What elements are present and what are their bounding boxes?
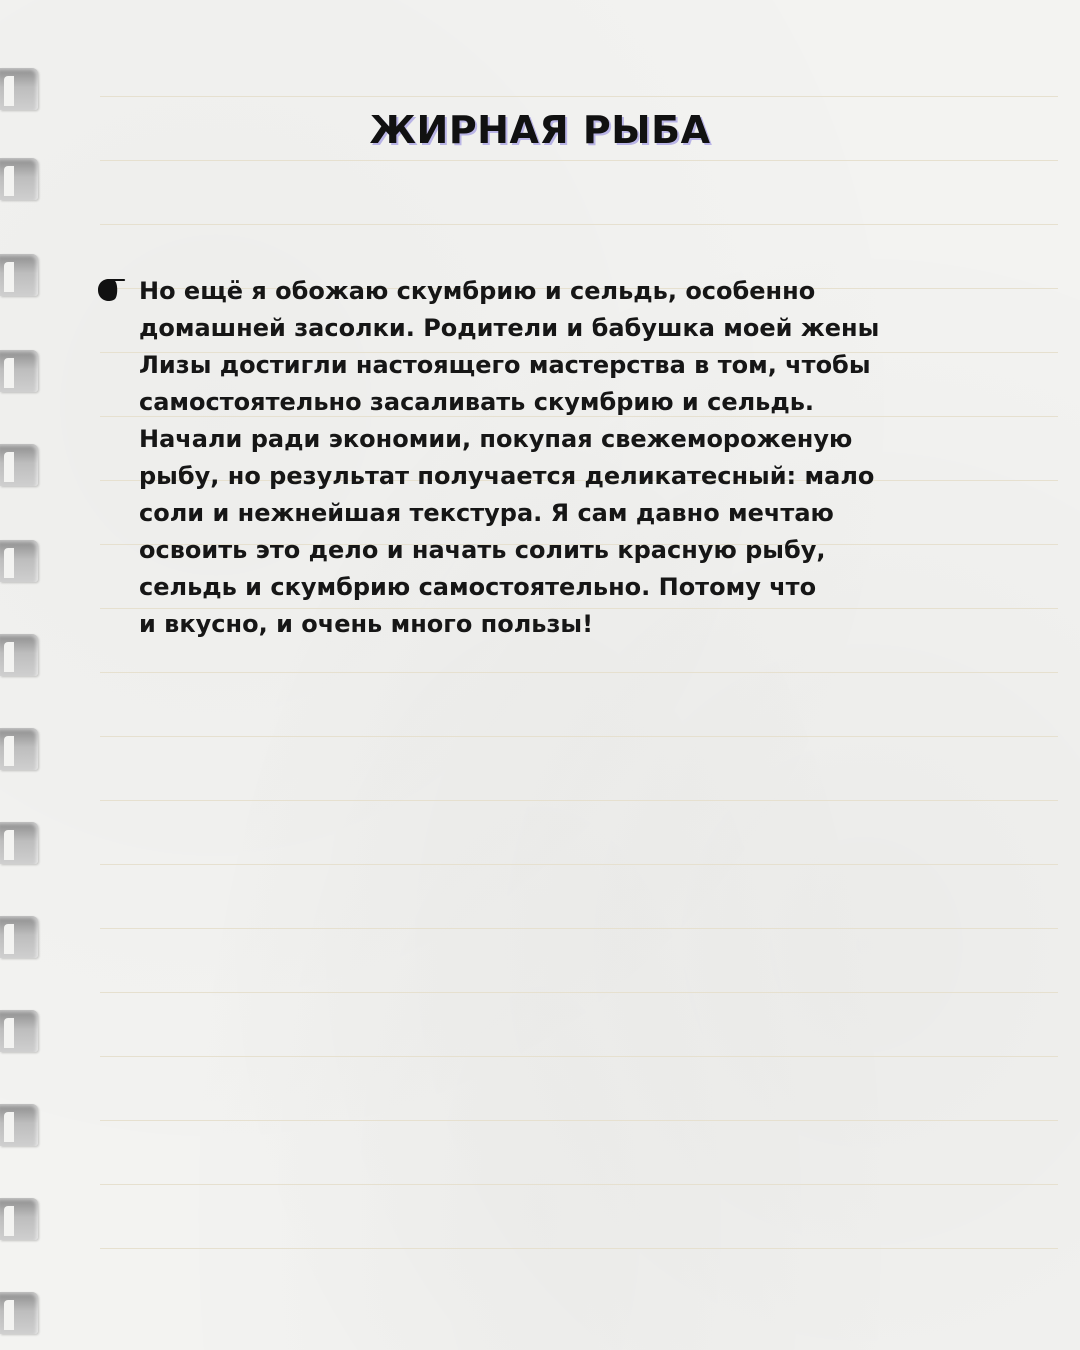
binding-tab: [0, 158, 38, 200]
hand-pointer-icon: [96, 278, 126, 302]
binding-tab: [0, 634, 38, 676]
ruled-line: [100, 1184, 1058, 1185]
binding-tab: [0, 540, 38, 582]
ruled-line: [100, 928, 1058, 929]
paragraph-line: сельдь и скумбрию самостоятельно. Потому что: [139, 573, 817, 601]
ruled-line: [100, 224, 1058, 225]
ruled-line: [100, 1056, 1058, 1057]
ruled-line: [100, 1248, 1058, 1249]
paragraph-line: освоить это дело и начать солить красную рыбу,: [139, 536, 826, 564]
ruled-line: [100, 864, 1058, 865]
paragraph-line: Начали ради экономии, покупая свежемороженую: [139, 425, 853, 453]
binding-tab: [0, 350, 38, 392]
paragraph-line: рыбу, но результат получается деликатесный: мало: [139, 462, 875, 490]
ruled-line: [100, 992, 1058, 993]
binding-tab: [0, 254, 38, 296]
binding-tab: [0, 68, 38, 110]
binding-tab: [0, 1010, 38, 1052]
paragraph-line: Но ещё я обожаю скумбрию и сельдь, особенно: [139, 277, 816, 305]
paragraph-line: самостоятельно засаливать скумбрию и сельдь.: [139, 388, 815, 416]
binding-tab: [0, 728, 38, 770]
paragraph-line: домашней засолки. Родители и бабушка моей жены: [139, 314, 880, 342]
paragraph-line: и вкусно, и очень много пользы!: [139, 610, 594, 638]
binding-tab: [0, 1292, 38, 1334]
page-title: ЖИРНАЯ РЫБА: [369, 108, 711, 152]
ruled-line: [100, 96, 1058, 97]
binding-tab: [0, 1198, 38, 1240]
binding-tab: [0, 916, 38, 958]
ruled-line: [100, 160, 1058, 161]
binding-tab: [0, 1104, 38, 1146]
body-paragraph: [139, 273, 929, 643]
paragraph-line: соли и нежнейшая текстура. Я сам давно мечтаю: [139, 499, 834, 527]
ruled-line: [100, 800, 1058, 801]
ruled-line: [100, 736, 1058, 737]
ruled-line: [100, 1120, 1058, 1121]
ruled-line: [100, 672, 1058, 673]
paragraph-line: Лизы достигли настоящего мастерства в том, чтобы: [139, 351, 871, 379]
binding-tab: [0, 822, 38, 864]
binding-tab: [0, 444, 38, 486]
torn-spiral-edge: [0, 0, 46, 1350]
